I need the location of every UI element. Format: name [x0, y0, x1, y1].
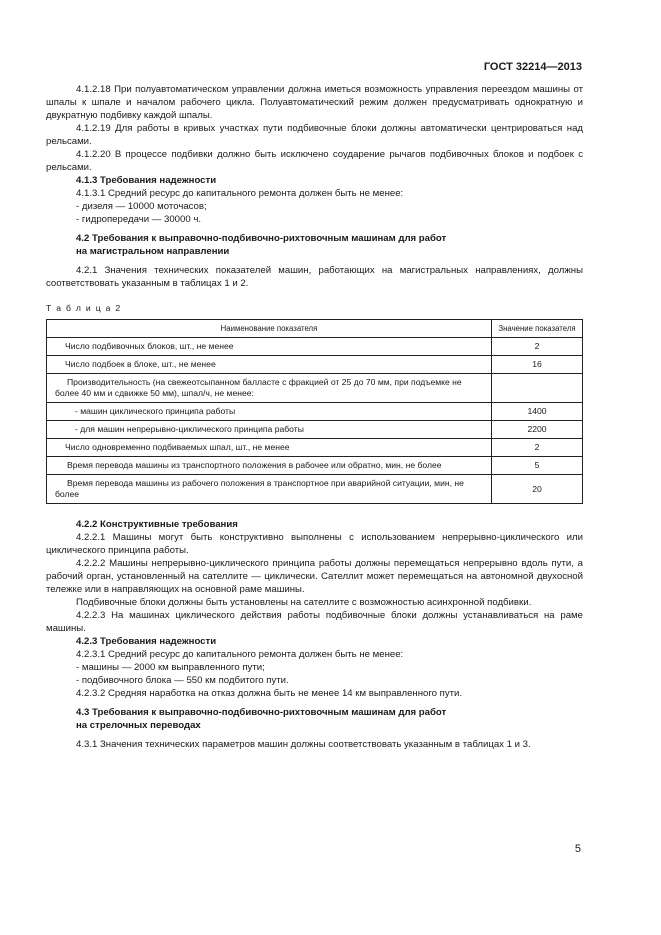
- list-item-hydro: - гидропередачи — 30000 ч.: [76, 214, 201, 225]
- list-item-diesel: - дизеля — 10000 моточасов;: [76, 201, 207, 212]
- table-cell-value: 5: [492, 457, 583, 475]
- heading-4-2-line2: на магистральном направлении: [76, 246, 230, 257]
- clause-4-1-3-1: 4.1.3.1 Средний ресурс до капитального ремонта должен быть не менее:: [76, 188, 404, 199]
- table-cell-value: 1400: [492, 403, 583, 421]
- list-item-machine: - машины — 2000 км выправленного пути;: [76, 662, 265, 673]
- table-row: [47, 356, 583, 374]
- table-cell-name: Производительность (на свежеотсыпанном балласте с фракцией от 25 до 70 мм, при подъемке не более 40 мм и сдвижке 50 мм), шпал/ч, не менее:: [47, 374, 492, 403]
- table-row: [47, 374, 583, 403]
- clause-4-2-1: 4.2.1 Значения технических показателей машин, работающих на магистральных направлениях, должны соответствовать указанным в таблицах 1 и 2.: [46, 265, 583, 289]
- clause-4-2-2-3: 4.2.2.3 На машинах циклического действия работы подбивочные блоки должны устанавливаться на раме машины.: [46, 610, 583, 634]
- heading-4-2-2: 4.2.2 Конструктивные требования: [76, 519, 238, 530]
- heading-4-3-line1: 4.3 Требования к выправочно-подбивочно-рихтовочным машинам для работ: [76, 707, 447, 718]
- heading-4-3-line2: на стрелочных переводах: [76, 720, 201, 731]
- table-row: [47, 421, 583, 439]
- table-cell-value: [492, 374, 583, 403]
- table-cell-name: Время перевода машины из рабочего положения в транспортное при аварийной ситуации, мин, не более: [47, 475, 492, 504]
- table-row: [47, 338, 583, 356]
- table-cell-value: 20: [492, 475, 583, 504]
- list-item-block: - подбивочного блока — 550 км подбитого пути.: [76, 675, 289, 686]
- document-code: ГОСТ 32214—2013: [483, 61, 582, 73]
- table-cell-name: Число одновременно подбиваемых шпал, шт., не менее: [47, 439, 492, 457]
- clause-4-2-2-2: 4.2.2.2 Машины непрерывно-циклического принципа работы должны перемещаться непрерывно вдоль пути, а рабочий орган, установленный на сателлите — циклически. Сателлит может перемещаться на автономной двухосной тележке или в направляющих на основной раме машины.: [46, 558, 583, 595]
- table-row: [47, 475, 583, 504]
- table-row: [47, 457, 583, 475]
- table-cell-name: - машин циклического принципа работы: [47, 403, 492, 421]
- table-caption: Т а б л и ц а 2: [46, 303, 122, 313]
- table-row: [47, 439, 583, 457]
- clause-4-3-1: 4.3.1 Значения технических параметров машин должны соответствовать указанным в таблицах 1 и 3.: [76, 739, 531, 750]
- page-number: 5: [574, 843, 581, 855]
- table-cell-value: 2: [492, 338, 583, 356]
- clause-4-1-2-20: 4.1.2.20 В процессе подбивки должно быть исключено соударение рычагов подбивочных блоков и подбоек с рельсами.: [46, 149, 583, 173]
- table-row: [47, 403, 583, 421]
- table-cell-value: 2: [492, 439, 583, 457]
- table-cell-value: 16: [492, 356, 583, 374]
- indicators-table: [46, 319, 583, 504]
- column-header-name: Наименование показателя: [47, 320, 492, 338]
- clause-4-2-3-2: 4.2.3.2 Средняя наработка на отказ должна быть не менее 14 км выправленного пути.: [76, 688, 463, 699]
- heading-4-2-line1: 4.2 Требования к выправочно-подбивочно-рихтовочным машинам для работ: [76, 233, 447, 244]
- table-cell-name: Число подбивочных блоков, шт., не менее: [47, 338, 492, 356]
- clause-4-2-3-1: 4.2.3.1 Средний ресурс до капитального ремонта должен быть не менее:: [76, 649, 404, 660]
- paragraph-blocks: Подбивочные блоки должны быть установлены на сателлите с возможностью асинхронной подбивки.: [76, 597, 532, 608]
- table-header-row: [47, 320, 583, 338]
- clause-4-1-2-19: 4.1.2.19 Для работы в кривых участках пути подбивочные блоки должны автоматически центрироваться над рельсами.: [46, 123, 583, 147]
- table-cell-value: 2200: [492, 421, 583, 439]
- heading-4-2-3: 4.2.3 Требования надежности: [76, 636, 217, 647]
- table-cell-name: - для машин непрерывно-циклического принципа работы: [47, 421, 492, 439]
- table-cell-name: Число подбоек в блоке, шт., не менее: [47, 356, 492, 374]
- heading-4-1-3: 4.1.3 Требования надежности: [76, 175, 217, 186]
- clause-4-1-2-18: 4.1.2.18 При полуавтоматическом управлении должна иметься возможность управления переездом машины от шпалы к шпале и началом рабочего цикла. Полуавтоматический режим должен предусматривать однократную и двукратную подбивку каждой шпалы.: [46, 84, 583, 121]
- clause-4-2-2-1: 4.2.2.1 Машины могут быть конструктивно выполнены с использованием непрерывно-циклического или циклического принципа работы.: [46, 532, 583, 556]
- column-header-value: Значение показателя: [492, 320, 583, 338]
- table-cell-name: Время перевода машины из транспортного положения в рабочее или обратно, мин, не более: [47, 457, 492, 475]
- document-body: [46, 83, 583, 751]
